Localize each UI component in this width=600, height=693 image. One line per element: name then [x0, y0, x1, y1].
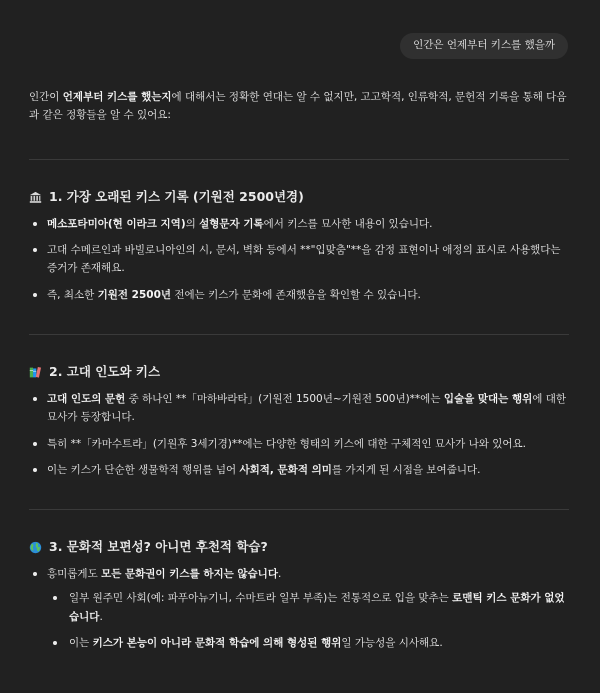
classical-building-icon [29, 191, 42, 204]
list-item: 고대 인도의 문헌 중 하나인 **「마하바라타」(기원전 1500년~기원전 500년)**에는 입술을 맞대는 행위에 대한 묘사가 등장합니다. [29, 390, 569, 427]
list-item: 이는 키스가 본능이 아니라 문화적 학습에 의해 형성된 행위일 가능성을 시사해요. [47, 634, 569, 652]
list-item: 특히 **「카마수트라」(기원후 3세기경)**에는 다양한 형태의 키스에 대한 구체적인 묘사가 나와 있어요. [29, 435, 569, 453]
list-item: 이는 키스가 단순한 생물학적 행위를 넘어 사회적, 문화적 의미를 가지게 된 시점을 보여줍니다. [29, 461, 569, 479]
list-item: 메소포타미아(현 이라크 지역)의 설형문자 기록에서 키스를 묘사한 내용이 있습니다. [29, 215, 569, 233]
bullet-list [29, 215, 569, 305]
list-item: 흥미롭게도 모든 문화권이 키스를 하지는 않습니다. 일부 원주민 사회(예: 파푸아뉴기니, 수마트라 일부 부족)는 전통적으로 입을 맞추는 로맨틱 키스 문화가 없었습니다. 이는 키스가 본능이 아니라 문화적 학습에 의해 형성된 행위일 가능성을 시사해요. [29, 565, 569, 653]
user-message-bubble: 인간은 언제부터 키스를 했을까 [400, 33, 568, 59]
section-cultural-universality [29, 538, 569, 652]
sub-bullet-list [47, 589, 569, 652]
section-title: 1. 가장 오래된 키스 기록 (기원전 2500년경) [29, 188, 569, 207]
divider [29, 509, 569, 510]
section-title: 3. 문화적 보편성? 아니면 후천적 학습? [29, 538, 569, 557]
list-item: 고대 수메르인과 바빌로니아인의 시, 문서, 벽화 등에서 **"입맞춤"**을 감정 표현이나 애정의 표시로 사용했다는 증거가 존재해요. [29, 241, 569, 278]
intro-paragraph: 인간이 언제부터 키스를 했는지에 대해서는 정확한 연대는 알 수 없지만, 고고학적, 인류학적, 문헌적 기록을 통해 다음과 같은 정황들을 알 수 있어요: [29, 91, 567, 122]
section-oldest-record [29, 188, 569, 304]
divider [29, 159, 569, 160]
assistant-response [29, 88, 569, 661]
section-ancient-india [29, 363, 569, 479]
list-item: 일부 원주민 사회(예: 파푸아뉴기니, 수마트라 일부 부족)는 전통적으로 입을 맞추는 로맨틱 키스 문화가 없었습니다. [47, 589, 569, 626]
section-title: 2. 고대 인도와 키스 [29, 363, 569, 382]
books-icon [29, 366, 42, 379]
list-item: 즉, 최소한 기원전 2500년 전에는 키스가 문화에 존재했음을 확인할 수 있습니다. [29, 286, 569, 304]
bullet-list [29, 565, 569, 653]
bullet-list [29, 390, 569, 480]
divider [29, 334, 569, 335]
globe-icon [29, 541, 42, 554]
